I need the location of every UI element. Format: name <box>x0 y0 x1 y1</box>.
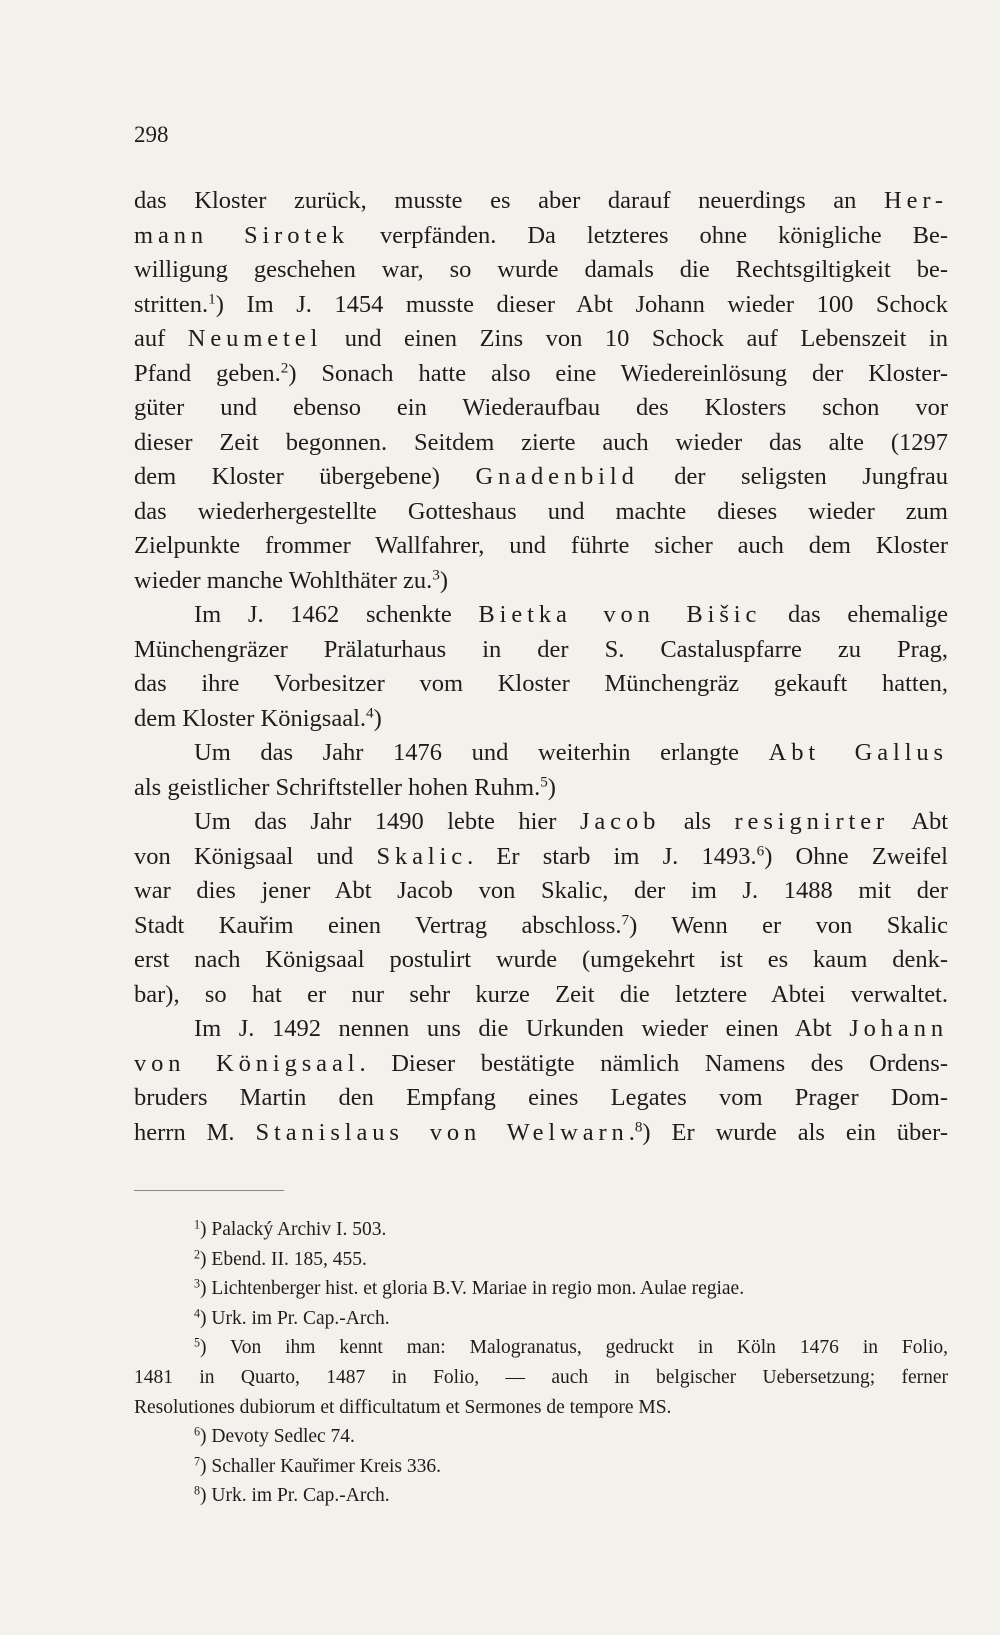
footnote-line <box>134 1422 948 1452</box>
text-run: ) Sonach hatte also eine Wiedereinlösung der Kloster- <box>288 359 948 387</box>
text-run: ) Ohne Zweifel <box>764 842 948 870</box>
footnote-line <box>134 1245 948 1275</box>
text-line <box>134 357 948 392</box>
text-run: ) Von ihm kennt man: Malogranatus, gedruckt in Köln 1476 in Folio, <box>200 1337 948 1359</box>
text-run: das ehemalige <box>761 601 949 628</box>
text-run: als <box>660 808 735 835</box>
text-line <box>134 805 948 840</box>
text-run: das ihre Vorbesitzer vom Kloster Münchengräz gekauft hatten, <box>134 670 948 697</box>
footnote-marker: 1 <box>194 1217 201 1232</box>
text-run: und einen Zins von 10 Schock auf Lebenszeit in <box>322 325 948 352</box>
text-run: güter und ebenso ein Wiederaufbau des Klosters schon vor <box>134 394 948 421</box>
text-run: ) Schaller Kauřimer Kreis 336. <box>200 1455 442 1477</box>
text-line <box>134 771 948 806</box>
text-run: ) Urk. im Pr. Cap.-Arch. <box>200 1485 390 1507</box>
text-line <box>134 633 948 668</box>
text-line <box>134 288 948 323</box>
footnote-marker: 5 <box>194 1335 201 1350</box>
text-run: wieder manche Wohlthäter zu. <box>134 566 433 594</box>
text-run: Im J. 1462 schenkte <box>194 601 479 628</box>
footnote-marker: 4 <box>366 704 374 722</box>
text-line <box>134 1012 948 1047</box>
footnote-marker: 4 <box>194 1306 201 1321</box>
spaced-name: Jacob <box>579 808 661 835</box>
footnote-line <box>134 1363 948 1393</box>
body-text <box>134 184 948 1150</box>
text-line <box>134 598 948 633</box>
footnote-marker: 2 <box>280 359 289 377</box>
text-run: Um das Jahr 1476 und weiterhin erlangte <box>194 739 769 766</box>
text-run: ) Palacký Archiv I. 503. <box>200 1219 387 1240</box>
footnote-line <box>134 1452 948 1482</box>
text-run: Resolutiones dubiorum et difficultatum et Sermones de tempore MS. <box>134 1396 672 1418</box>
text-line <box>134 322 948 357</box>
text-run: auf <box>134 325 188 352</box>
spaced-name: resignirter <box>734 808 890 835</box>
text-run: das wiederhergestellte Gotteshaus und machte dieses wieder zum <box>134 497 948 525</box>
text-line <box>134 840 948 875</box>
footnote-line <box>134 1393 948 1423</box>
text-run: der seligsten Jungfrau <box>638 463 948 490</box>
text-run: ) Im J. 1454 musste dieser Abt Johann wieder 100 Schock <box>215 290 948 318</box>
text-run: herrn M. <box>134 1118 256 1146</box>
text-run: . <box>628 1118 635 1146</box>
spaced-name: Neumetel <box>187 325 323 352</box>
text-run: dem Kloster Königsaal. <box>134 704 367 732</box>
text-run: ) Urk. im Pr. Cap.-Arch. <box>200 1307 390 1329</box>
footnote-line <box>134 1304 948 1334</box>
footnote-line <box>134 1215 948 1245</box>
text-run: . Dieser bestätigte nämlich Namens des Ordens- <box>359 1049 948 1077</box>
text-run: ) Ebend. II. 185, 455. <box>200 1248 367 1270</box>
text-run: von Königsaal und <box>134 842 377 870</box>
spaced-name: von Königsaal <box>134 1049 360 1077</box>
text-run: ) Devoty Sedlec 74. <box>200 1426 355 1448</box>
text-run: Münchengräzer Prälaturhaus in der S. Castaluspfarre zu Prag, <box>134 635 948 663</box>
text-line <box>134 184 948 219</box>
text-line <box>134 426 948 461</box>
text-run: bruders Martin den Empfang eines Legates vom Prager Dom- <box>134 1084 948 1111</box>
footnote-marker: 7 <box>621 911 630 929</box>
text-line <box>134 529 948 564</box>
page-number: 298 <box>134 122 169 147</box>
text-line <box>134 1081 948 1116</box>
text-run: ) <box>439 566 449 594</box>
text-run: dem Kloster übergebene) <box>134 463 476 490</box>
spaced-name: Abt Gallus <box>768 739 948 766</box>
spaced-name: Gnadenbild <box>475 463 639 490</box>
footnote-marker: 6 <box>194 1424 201 1439</box>
footnote-marker: 8 <box>194 1483 201 1498</box>
text-run: als geistlicher Schriftsteller hohen Ruhm. <box>134 773 541 801</box>
footnote-marker: 7 <box>194 1454 201 1469</box>
text-run: stritten. <box>134 290 209 318</box>
footnote-marker: 8 <box>634 1118 643 1136</box>
text-line <box>134 219 948 254</box>
text-line <box>134 495 948 530</box>
text-line <box>134 874 948 909</box>
text-line <box>134 1116 948 1151</box>
footnote-marker: 1 <box>208 290 216 308</box>
footnote-marker: 3 <box>194 1276 201 1291</box>
text-run: Stadt Kauřim einen Vertrag abschloss. <box>134 911 622 939</box>
text-run: Um das Jahr 1490 lebte hier <box>194 808 580 835</box>
text-run: ) <box>547 773 556 801</box>
text-line <box>134 943 948 978</box>
footnotes <box>134 1215 948 1511</box>
footnote-marker: 5 <box>540 773 548 791</box>
footnote-marker: 6 <box>756 842 765 860</box>
text-run: Abt <box>889 808 948 835</box>
spaced-name: Skalic <box>376 842 468 870</box>
spaced-name: mann Sirotek <box>134 221 350 249</box>
footnote-separator <box>134 1190 284 1191</box>
text-line <box>134 391 948 426</box>
text-run: . Er starb im J. 1493. <box>467 842 757 870</box>
spaced-name: Stanislaus von Welwarn <box>255 1118 629 1146</box>
text-line <box>134 736 948 771</box>
footnote-line <box>134 1333 948 1363</box>
text-line <box>134 1047 948 1082</box>
spaced-name: Bietka von Bišic <box>478 601 762 628</box>
text-run: verpfänden. Da letzteres ohne königliche Be- <box>349 221 948 249</box>
text-run: erst nach Königsaal postulirt wurde (umgekehrt ist es kaum denk- <box>134 946 948 973</box>
text-run: Zielpunkte frommer Wallfahrer, und führte sicher auch dem Kloster <box>134 532 948 559</box>
text-line <box>134 667 948 702</box>
spaced-name: Her- <box>884 187 948 214</box>
text-run: ) Er wurde als ein über- <box>642 1118 948 1146</box>
text-run: ) <box>373 704 382 732</box>
text-run: 1481 in Quarto, 1487 in Folio, — auch in belgischer Uebersetzung; ferner <box>134 1366 948 1388</box>
text-run: bar), so hat er nur sehr kurze Zeit die letztere Abtei verwaltet. <box>134 980 948 1008</box>
text-run: das Kloster zurück, musste es aber darauf neuerdings an <box>134 187 884 214</box>
text-line <box>134 978 948 1013</box>
text-line <box>134 564 948 599</box>
text-line <box>134 253 948 288</box>
text-line <box>134 909 948 944</box>
footnote-line <box>134 1481 948 1511</box>
text-run: dieser Zeit begonnen. Seitdem zierte auch wieder das alte (1297 <box>134 428 948 456</box>
footnote-line <box>134 1274 948 1304</box>
footnote-marker: 2 <box>194 1246 201 1261</box>
text-run: ) Lichtenberger hist. et gloria B.V. Mariae in regio mon. Aulae regiae. <box>200 1278 745 1300</box>
text-run: willigung geschehen war, so wurde damals die Rechtsgiltigkeit be- <box>134 256 948 283</box>
text-line <box>134 702 948 737</box>
footnote-marker: 3 <box>432 566 440 584</box>
text-run: ) Wenn er von Skalic <box>629 911 949 939</box>
text-run: war dies jener Abt Jacob von Skalic, der im J. 1488 mit der <box>134 877 948 904</box>
text-line <box>134 460 948 495</box>
text-run: Pfand geben. <box>134 359 281 387</box>
spaced-name: Johann <box>849 1015 948 1042</box>
text-run: Im J. 1492 nennen uns die Urkunden wieder einen Abt <box>194 1015 850 1042</box>
